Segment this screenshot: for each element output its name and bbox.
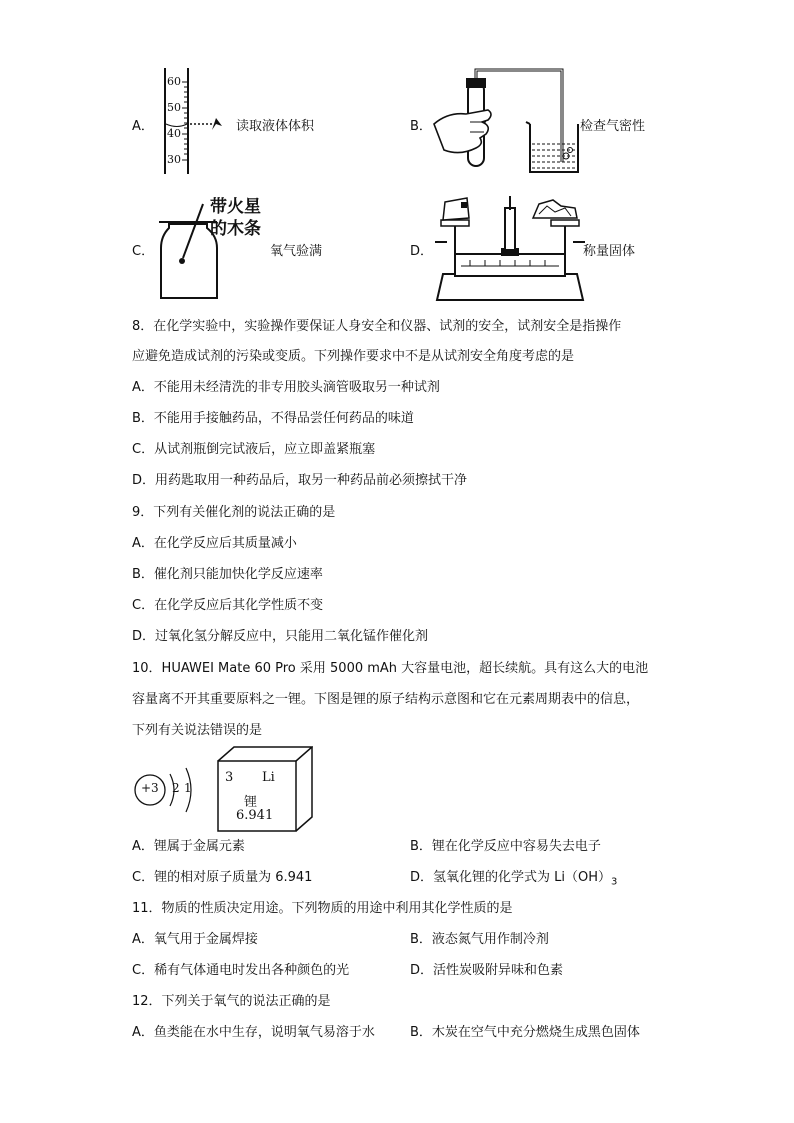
element-name: 锂	[244, 795, 258, 810]
q12-stem: 12．下列关于氧气的说法正确的是	[132, 994, 331, 1009]
q11-stem: 11．物质的性质决定用途。下列物质的用途中利用其化学性质的是	[132, 901, 513, 916]
graduated-cylinder-diagram	[150, 66, 240, 176]
q8-option-d: D．用药匙取用一种药品后，取另一种药品前必须擦拭干净	[132, 473, 468, 488]
q7-option-a-letter: A．	[132, 119, 154, 134]
q10-option-d-subscript: 3	[611, 876, 618, 888]
q8-option-a: A．不能用未经清洗的非专用胶头滴管吸取另一种试剂	[132, 380, 440, 395]
q10-option-d-formula: D．氢氧化锂的化学式为 Li（OH）	[410, 870, 612, 885]
shell1-electrons: 2	[172, 781, 180, 795]
q11-option-a: A．氧气用于金属焊接	[132, 932, 258, 947]
q9-option-c: C．在化学反应后其化学性质不变	[132, 598, 324, 613]
q11-option-c: C．稀有气体通电时发出各种颜色的光	[132, 963, 350, 978]
q12-option-b: B．木炭在空气中充分燃烧生成黑色固体	[410, 1025, 640, 1040]
tick-label-60: 60	[167, 75, 181, 88]
q8-option-c: C．从试剂瓶倒完试液后，应立即盖紧瓶塞	[132, 442, 376, 457]
atomic-number: 3	[225, 770, 234, 785]
q9-option-b: B．催化剂只能加快化学反应速率	[132, 567, 323, 582]
element-symbol: Li	[262, 770, 275, 785]
gas-collection-bottle-diagram	[155, 200, 235, 305]
q10-stem-line3: 下列有关说法错误的是	[132, 723, 263, 738]
q10-option-d	[410, 869, 617, 892]
q12-option-a: A．鱼类能在水中生存，说明氧气易溶于水	[132, 1025, 375, 1040]
shell2-electrons: 1	[184, 781, 192, 795]
q10-option-c: C．锂的相对原子质量为 6.941	[132, 870, 313, 885]
q7-option-a-caption: 读取液体体积	[236, 119, 315, 134]
q7-option-c-letter: C．	[132, 244, 155, 259]
tick-label-30: 30	[167, 153, 181, 166]
q11-option-b: B．液态氮气用作制冷剂	[410, 932, 549, 947]
q10-stem-line2: 容量离不开其重要原料之一锂。下图是锂的原子结构示意图和它在元素周期表中的信息，	[132, 692, 640, 707]
q8-option-b: B．不能用手接触药品，不得品尝任何药品的味道	[132, 411, 414, 426]
q7-option-d-caption: 称量固体	[583, 244, 636, 259]
q7-option-b-letter: B．	[410, 119, 432, 134]
q10-stem-line1: 10．HUAWEI Mate 60 Pro 采用 5000 mAh 大容量电池，超长续航。具有这么大的电池	[132, 661, 649, 676]
q11-option-d: D．活性炭吸附异味和色素	[410, 963, 564, 978]
q8-stem-line2: 应避免造成试剂的污染或变质。下列操作要求中不是从试剂安全角度考虑的是	[132, 349, 575, 364]
q9-stem: 9．下列有关催化剂的说法正确的是	[132, 505, 336, 520]
q7-option-c-caption: 氧气验满	[270, 244, 323, 259]
tick-label-50: 50	[167, 101, 181, 114]
glowing-splint-label-line2: 的木条	[210, 219, 261, 239]
q10-option-b: B．锂在化学反应中容易失去电子	[410, 839, 601, 854]
tick-label-40: 40	[167, 127, 181, 140]
q9-option-d: D．过氧化氢分解反应中，只能用二氧化锰作催化剂	[132, 629, 429, 644]
q10-option-a: A．锂属于金属元素	[132, 839, 245, 854]
nucleus-charge: +3	[141, 781, 159, 795]
airtightness-check-diagram	[430, 64, 590, 179]
atomic-mass: 6.941	[236, 808, 274, 823]
q7-option-d-letter: D．	[410, 244, 434, 259]
q8-stem-line1: 8．在化学实验中，实验操作要保证人身安全和仪器、试剂的安全，试剂安全是指操作	[132, 319, 622, 334]
q7-option-b-caption: 检查气密性	[580, 119, 646, 134]
balance-scale-diagram	[435, 190, 585, 302]
glowing-splint-label-line1: 带火星	[210, 197, 261, 217]
q9-option-a: A．在化学反应后其质量减小	[132, 536, 297, 551]
